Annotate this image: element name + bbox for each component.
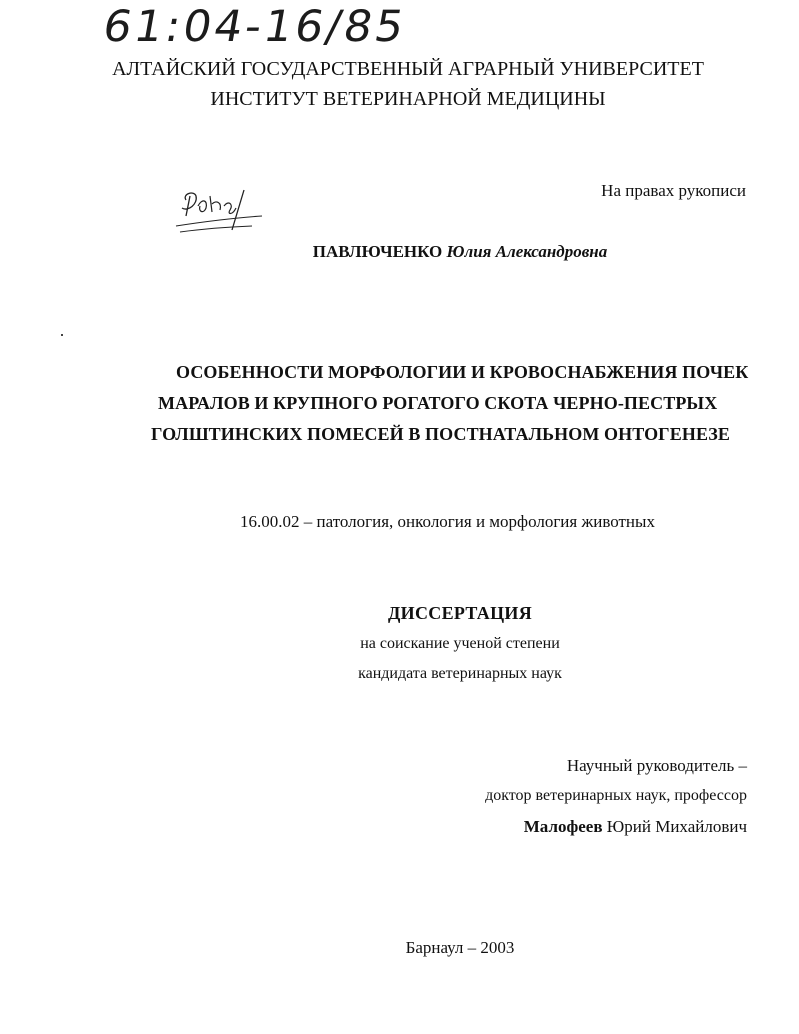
author-surname: ПАВЛЮЧЕНКО: [312, 242, 443, 261]
supervisor-credentials: доктор ветеринарных наук, профессор: [485, 787, 747, 804]
institute-name: ИНСТИТУТ ВЕТЕРИНАРНОЙ МЕДИЦИНЫ: [210, 88, 606, 110]
academic-degree: кандидата ветеринарных наук: [358, 665, 562, 682]
thesis-title-line-3: ГОЛШТИНСКИХ ПОМЕСЕЙ В ПОСТНАТАЛЬНОМ ОНТОГЕНЕЗЕ: [151, 424, 730, 444]
author-signature: [172, 186, 272, 238]
document-purpose: на соискание ученой степени: [360, 635, 560, 652]
handwritten-archive-number: 61:04-16/85: [99, 2, 411, 52]
university-name: АЛТАЙСКИЙ ГОСУДАРСТВЕННЫЙ АГРАРНЫЙ УНИВЕРСИТЕТ: [112, 58, 704, 80]
supervisor-name: [524, 817, 747, 837]
scan-speck: [61, 334, 63, 336]
document-type: ДИССЕРТАЦИЯ: [387, 603, 532, 623]
supervisor-surname: Малофеев: [523, 817, 603, 836]
author-name: [240, 242, 680, 262]
supervisor-role: Научный руководитель –: [566, 756, 747, 775]
thesis-title-line-1: ОСОБЕННОСТИ МОРФОЛОГИИ И КРОВОСНАБЖЕНИЯ ПОЧЕК: [176, 362, 749, 382]
thesis-title-line-2: МАРАЛОВ И КРУПНОГО РОГАТОГО СКОТА ЧЕРНО-ПЕСТРЫХ: [158, 393, 718, 413]
rights-note: На правах рукописи: [601, 181, 746, 200]
supervisor-given-names: Юрий Михайлович: [606, 817, 747, 836]
author-given-names: Юлия Александровна: [446, 242, 608, 261]
place-and-year: Барнаул – 2003: [405, 938, 515, 957]
specialty-code: 16.00.02 – патология, онкология и морфология животных: [240, 512, 655, 531]
